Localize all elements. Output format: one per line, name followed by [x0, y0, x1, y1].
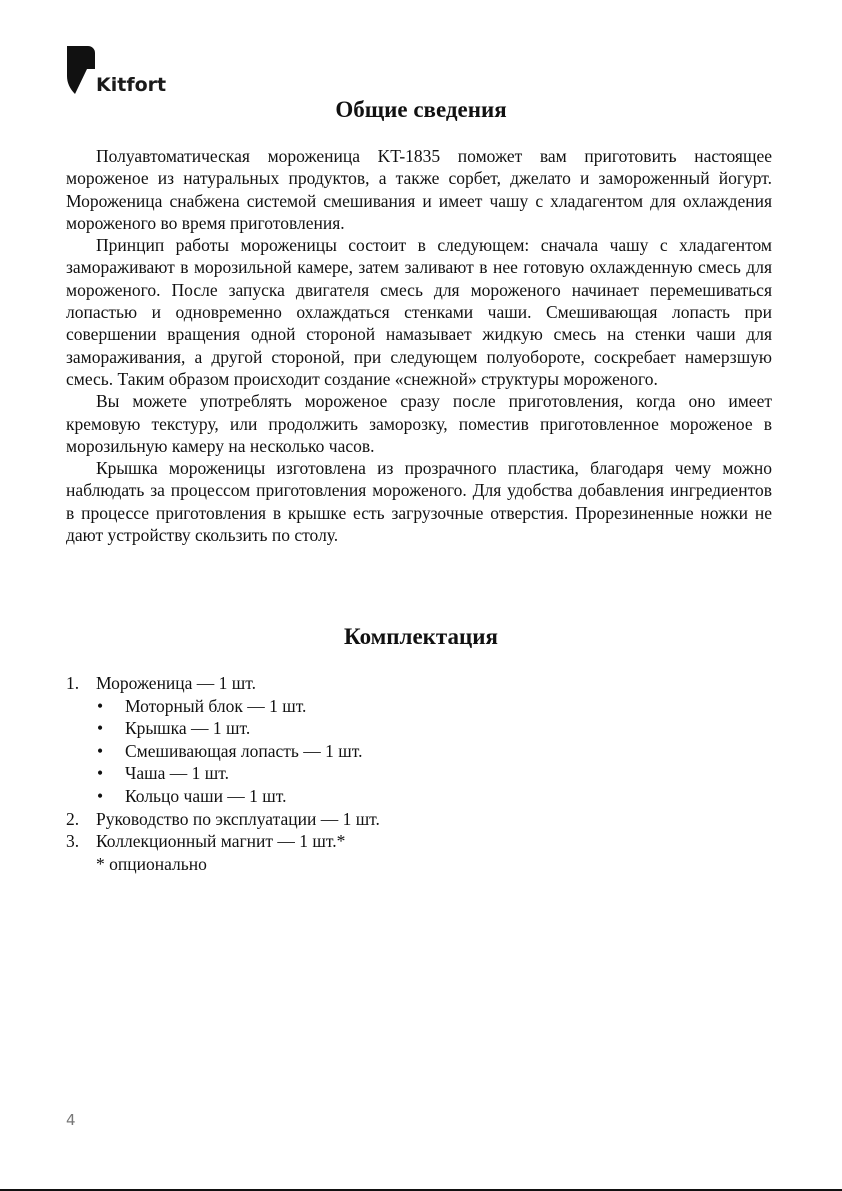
logo-wordmark: Kitfort [96, 74, 167, 96]
sub-list-item [66, 740, 766, 763]
contents-list [66, 672, 766, 875]
footnote-text: * опционально [96, 853, 207, 874]
sub-list-item-text: Смешивающая лопасть — 1 шт. [125, 740, 363, 761]
list-item-text: Мороженица — 1 шт. [96, 673, 256, 693]
bullet-icon: • [97, 718, 104, 739]
bullet-icon: • [97, 740, 104, 761]
list-item [66, 672, 766, 695]
paragraph: Полуавтоматическая мороженица KT-1835 поможет вам приготовить настоящее мороженое из натуральных продуктов, а также сорбет, джелато и замороженный йогурт. Мороженица снабжена системой смешивания и имеет чашу с хладагентом для охлаждения мороженого во время приготовления. [66, 146, 772, 233]
list-item-text: Руководство по эксплуатации — 1 шт. [96, 808, 380, 829]
list-number: 1. [66, 673, 80, 693]
sub-list-item-text: Моторный блок — 1 шт. [125, 695, 307, 716]
bullet-icon: • [97, 695, 104, 716]
section-title-general: Общие сведения [335, 97, 507, 122]
page-number: 4 [66, 1111, 76, 1129]
paragraph: Вы можете употреблять мороженое сразу после приготовления, когда оно имеет кремовую текстуру, или продолжить заморозку, поместив приготовленное мороженое в морозильную камеру на несколько часов. [66, 391, 772, 456]
sub-list-item [66, 695, 766, 718]
list-item [66, 808, 766, 831]
bullet-icon: • [97, 763, 104, 784]
paragraph: Крышка мороженицы изготовлена из прозрачного пластика, благодаря чему можно наблюдать за процессом приготовления мороженого. Для удобства добавления ингредиентов в процессе приготовления в крышке есть загрузочные отверстия. Прорезиненные ножки не дают устройству скользить по столу. [66, 458, 772, 546]
sub-list-item-text: Чаша — 1 шт. [125, 763, 229, 784]
bullet-icon: • [97, 785, 104, 806]
list-item-text: Коллекционный магнит — 1 шт.* [96, 831, 346, 852]
kitfort-logo [67, 46, 177, 96]
sub-list-item-text: Кольцо чаши — 1 шт. [125, 785, 287, 806]
list-number: 2. [66, 808, 80, 829]
list-number: 3. [66, 831, 80, 852]
sub-list-item [66, 785, 766, 808]
sub-list-item [66, 717, 766, 740]
footnote [66, 853, 766, 876]
sub-list-item-text: Крышка — 1 шт. [125, 718, 251, 739]
kitfort-logo-icon [67, 46, 95, 94]
sub-list-item [66, 762, 766, 785]
list-item [66, 830, 766, 853]
general-info-text [66, 145, 772, 546]
section-title-contents: Комплектация [344, 624, 498, 649]
paragraph: Принцип работы мороженицы состоит в следующем: сначала чашу с хладагентом замораживают в морозильной камере, затем заливают в нее готовую охлажденную смесь для мороженого. После запуска двигателя смесь для мороженого начинает перемешиваться лопастью и одновременно охлаждаться стенками чаши. Смешивающая лопасть при совершении вращения одной стороной намазывает жидкую смесь на стенки чаши для замораживания, а другой стороной, при следующем полуобороте, соскребает намерзшую смесь. Таким образом происходит создание «снежной» структуры мороженого. [66, 235, 772, 389]
